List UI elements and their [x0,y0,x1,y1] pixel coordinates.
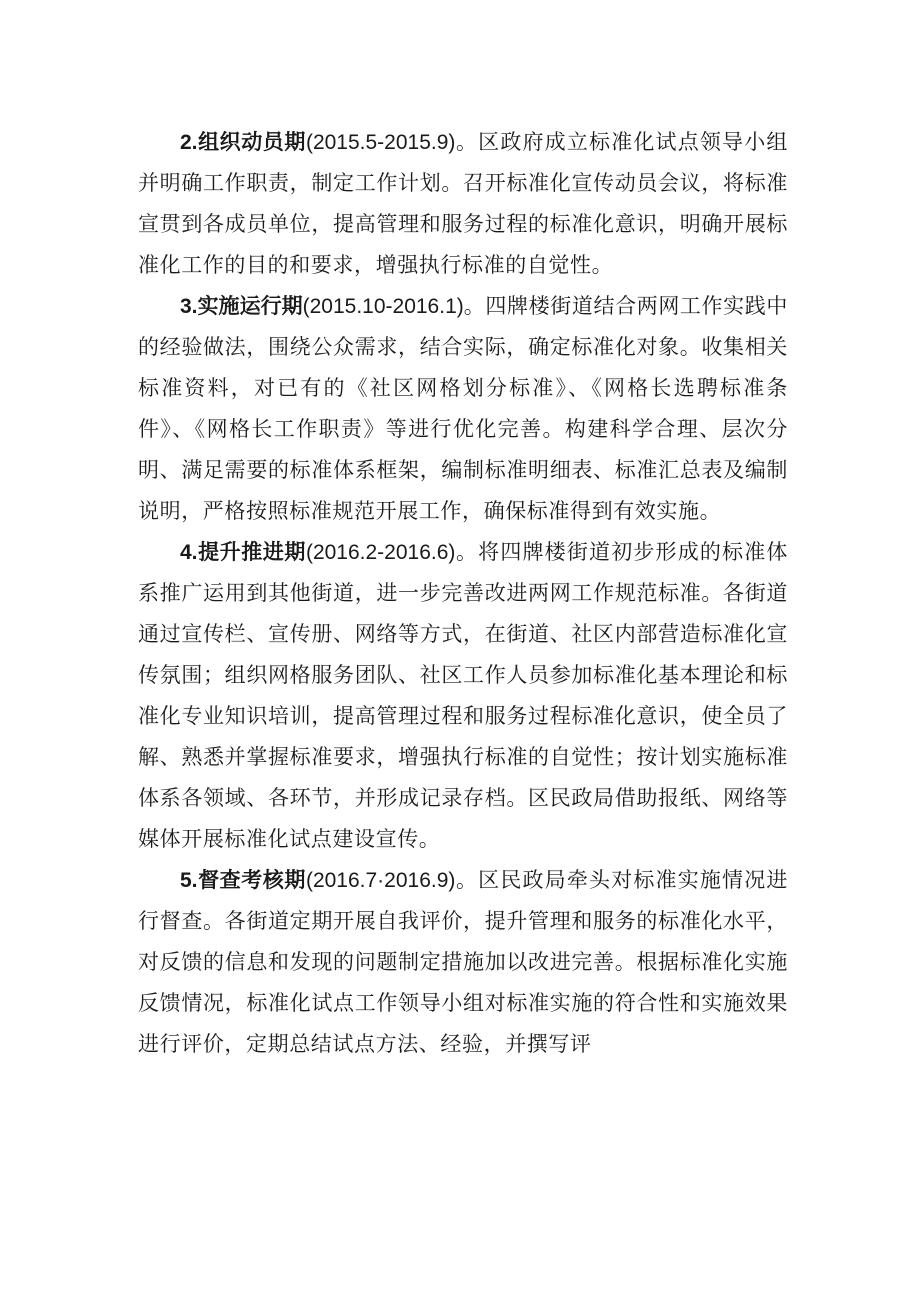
phase-heading: 4.提升推进期 [180,541,306,564]
phase-heading: 2.组织动员期 [180,131,306,154]
phase-heading: 3.实施运行期 [180,295,303,318]
paragraph-implementation [138,286,788,532]
paragraph-promotion [138,532,788,860]
phase-period: (2015.10-2016.1) [302,295,464,318]
paragraph-text: 。区民政局牵头对标准实施情况进行督查。各街道定期开展自我评价，提升管理和服务的标准化水平，对反馈的信息和发现的问题制定措施加以改进完善。根据标准化实施反馈情况，标准化试点工作领导小组对标准实施的符合性和实施效果进行评价，定期总结试点方法、经验，并撰写评 [138,868,788,1056]
paragraph-text: 。将四牌楼街道初步形成的标准体系推广运用到其他街道，进一步完善改进两网工作规范标准。各街道通过宣传栏、宣传册、网络等方式，在街道、社区内部营造标准化宣传氛围；组织网格服务团队、社区工作人员参加标准化基本理论和标准化专业知识培训，提高管理过程和服务过程标准化意识，使全员了解、熟悉并掌握标准要求，增强执行标准的自觉性；按计划实施标准体系各领域、各环节，并形成记录存档。区民政局借助报纸、网络等媒体开展标准化试点建设宣传。 [138,540,788,851]
phase-period: (2015.5-2015.9) [305,131,456,154]
document-body [138,122,788,1065]
paragraph-text: 。区政府成立标准化试点领导小组并明确工作职责，制定工作计划。召开标准化宣传动员会议，将标准宣贯到各成员单位，提高管理和服务过程的标准化意识，明确开展标准化工作的目的和要求，增强执行标准的自觉性。 [138,130,788,277]
phase-heading: 5.督查考核期 [180,869,306,892]
phase-period: (2016.7·2016.9) [305,869,456,892]
paragraph-supervision [138,860,788,1065]
paragraph-text: 。四牌楼街道结合两网工作实践中的经验做法，围绕公众需求，结合实际，确定标准化对象。收集相关标准资料，对已有的《社区网格划分标准》、《网格长选聘标准条件》、《网格长工作职责》等进行优化完善。构建科学合理、层次分明、满足需要的标准体系框架，编制标准明细表、标准汇总表及编制说明，严格按照标准规范开展工作，确保标准得到有效实施。 [138,294,789,523]
phase-period: (2016.2-2016.6) [305,541,456,564]
paragraph-organize-mobilize [138,122,788,286]
